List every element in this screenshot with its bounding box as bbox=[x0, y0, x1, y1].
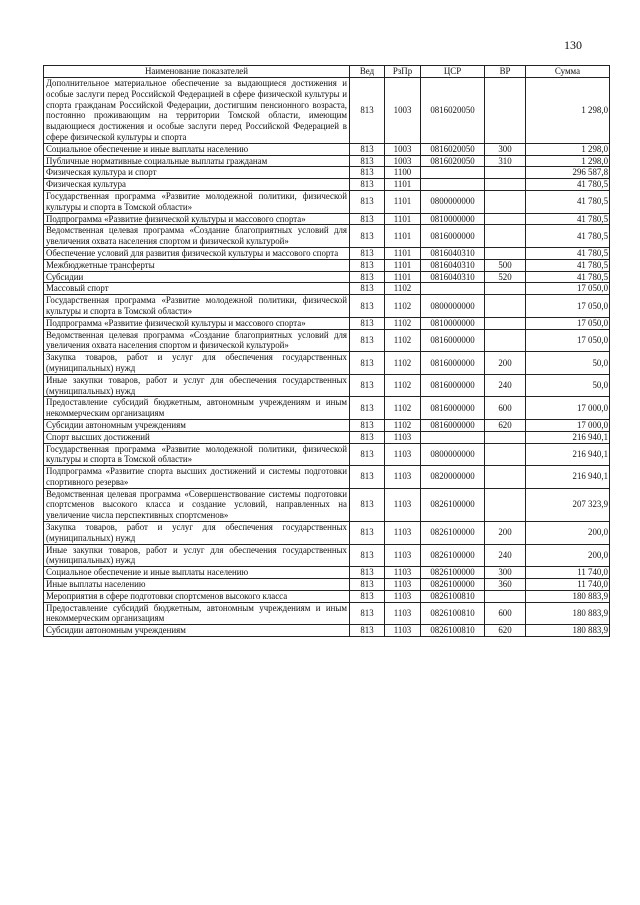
cell-csr: 0810000000 bbox=[421, 317, 485, 329]
cell-name: Предоставление субсидий бюджетным, автономным учреждениям и иным некоммерческим организациям bbox=[44, 602, 350, 625]
cell-name: Субсидии автономным учреждениям bbox=[44, 625, 350, 637]
cell-vr: 240 bbox=[485, 374, 526, 397]
cell-ved: 813 bbox=[350, 374, 385, 397]
cell-ved: 813 bbox=[350, 283, 385, 295]
cell-csr: 0816000000 bbox=[421, 397, 485, 420]
cell-csr: 0800000000 bbox=[421, 443, 485, 466]
cell-name: Спорт высших достижений bbox=[44, 431, 350, 443]
cell-rzpr: 1100 bbox=[385, 167, 421, 179]
cell-vr bbox=[485, 78, 526, 144]
table-row bbox=[44, 190, 610, 213]
cell-ved: 813 bbox=[350, 419, 385, 431]
cell-name: Публичные нормативные социальные выплаты гражданам bbox=[44, 155, 350, 167]
cell-csr: 0826100810 bbox=[421, 625, 485, 637]
cell-csr: 0810000000 bbox=[421, 213, 485, 225]
cell-csr bbox=[421, 167, 485, 179]
cell-name: Подпрограмма «Развитие физической культуры и массового спорта» bbox=[44, 317, 350, 329]
table-row bbox=[44, 374, 610, 397]
cell-name: Иные закупки товаров, работ и услуг для обеспечения государственных (муниципальных) нужд bbox=[44, 544, 350, 567]
cell-csr: 0816040310 bbox=[421, 259, 485, 271]
cell-csr: 0816040310 bbox=[421, 247, 485, 259]
table-row bbox=[44, 602, 610, 625]
cell-sum: 50,0 bbox=[526, 352, 610, 375]
cell-ved: 813 bbox=[350, 155, 385, 167]
cell-name: Ведомственная целевая программа «Совершенствование системы подготовки спортсменов высокого класса и создание условий, направленных на увеличение числа перспективных спортсменов» bbox=[44, 488, 350, 521]
cell-name: Государственная программа «Развитие молодежной политики, физической культуры и спорта в Томской области» bbox=[44, 295, 350, 318]
table-row bbox=[44, 167, 610, 179]
cell-name: Физическая культура и спорт bbox=[44, 167, 350, 179]
cell-ved: 813 bbox=[350, 590, 385, 602]
cell-vr bbox=[485, 167, 526, 179]
cell-rzpr: 1003 bbox=[385, 78, 421, 144]
cell-csr: 0826100000 bbox=[421, 544, 485, 567]
table-body bbox=[44, 78, 610, 637]
cell-vr bbox=[485, 295, 526, 318]
cell-sum: 17 050,0 bbox=[526, 317, 610, 329]
cell-vr: 300 bbox=[485, 567, 526, 579]
cell-rzpr: 1103 bbox=[385, 522, 421, 545]
cell-ved: 813 bbox=[350, 329, 385, 352]
cell-sum: 41 780,5 bbox=[526, 190, 610, 213]
table-row bbox=[44, 397, 610, 420]
table-row bbox=[44, 295, 610, 318]
cell-name: Обеспечение условий для развития физической культуры и массового спорта bbox=[44, 247, 350, 259]
table-row bbox=[44, 247, 610, 259]
cell-name: Государственная программа «Развитие молодежной политики, физической культуры и спорта в Томской области» bbox=[44, 190, 350, 213]
cell-ved: 813 bbox=[350, 225, 385, 248]
table-row bbox=[44, 329, 610, 352]
cell-vr bbox=[485, 213, 526, 225]
cell-csr: 0816000000 bbox=[421, 374, 485, 397]
cell-vr: 240 bbox=[485, 544, 526, 567]
cell-rzpr: 1103 bbox=[385, 602, 421, 625]
cell-sum: 200,0 bbox=[526, 522, 610, 545]
cell-csr: 0826100000 bbox=[421, 567, 485, 579]
cell-vr bbox=[485, 431, 526, 443]
cell-sum: 200,0 bbox=[526, 544, 610, 567]
cell-vr bbox=[485, 283, 526, 295]
cell-ved: 813 bbox=[350, 179, 385, 191]
cell-sum: 41 780,5 bbox=[526, 271, 610, 283]
cell-rzpr: 1103 bbox=[385, 567, 421, 579]
cell-vr bbox=[485, 590, 526, 602]
table-row bbox=[44, 419, 610, 431]
cell-csr: 0826100810 bbox=[421, 590, 485, 602]
table-row bbox=[44, 155, 610, 167]
header-sum: Сумма bbox=[526, 66, 610, 78]
cell-vr: 600 bbox=[485, 602, 526, 625]
cell-vr bbox=[485, 190, 526, 213]
cell-vr: 300 bbox=[485, 143, 526, 155]
cell-sum: 216 940,1 bbox=[526, 443, 610, 466]
cell-vr: 200 bbox=[485, 352, 526, 375]
cell-ved: 813 bbox=[350, 167, 385, 179]
table-row bbox=[44, 431, 610, 443]
cell-rzpr: 1103 bbox=[385, 443, 421, 466]
cell-rzpr: 1003 bbox=[385, 143, 421, 155]
cell-rzpr: 1103 bbox=[385, 488, 421, 521]
cell-vr: 600 bbox=[485, 397, 526, 420]
cell-name: Дополнительное материальное обеспечение за выдающиеся достижения и особые заслуги перед Российской Федерацией в сфере физической культуры и спорта гражданам Российской Федерации, достигшим пенсионного возраста, постоянно проживающим на территории Томской области, имеющим выдающиеся достижения и особые заслуги перед Российской Федерацией в сфере физической культуры и спорта bbox=[44, 78, 350, 144]
cell-name: Предоставление субсидий бюджетным, автономным учреждениям и иным некоммерческим организациям bbox=[44, 397, 350, 420]
cell-rzpr: 1103 bbox=[385, 466, 421, 489]
cell-ved: 813 bbox=[350, 271, 385, 283]
cell-rzpr: 1102 bbox=[385, 317, 421, 329]
cell-vr bbox=[485, 443, 526, 466]
cell-ved: 813 bbox=[350, 567, 385, 579]
cell-rzpr: 1102 bbox=[385, 283, 421, 295]
cell-vr bbox=[485, 329, 526, 352]
cell-ved: 813 bbox=[350, 295, 385, 318]
cell-name: Подпрограмма «Развитие физической культуры и массового спорта» bbox=[44, 213, 350, 225]
cell-csr bbox=[421, 283, 485, 295]
header-rzpr: РзПр bbox=[385, 66, 421, 78]
cell-ved: 813 bbox=[350, 213, 385, 225]
page-number: 130 bbox=[564, 38, 582, 52]
table-row bbox=[44, 625, 610, 637]
cell-csr bbox=[421, 431, 485, 443]
cell-csr: 0826100000 bbox=[421, 488, 485, 521]
cell-sum: 11 740,0 bbox=[526, 567, 610, 579]
cell-ved: 813 bbox=[350, 488, 385, 521]
cell-vr: 360 bbox=[485, 579, 526, 591]
table-row bbox=[44, 78, 610, 144]
cell-rzpr: 1003 bbox=[385, 155, 421, 167]
cell-rzpr: 1103 bbox=[385, 625, 421, 637]
cell-rzpr: 1103 bbox=[385, 431, 421, 443]
cell-sum: 1 298,0 bbox=[526, 78, 610, 144]
table-row bbox=[44, 488, 610, 521]
table-row bbox=[44, 143, 610, 155]
cell-name: Социальное обеспечение и иные выплаты населению bbox=[44, 143, 350, 155]
table-row bbox=[44, 283, 610, 295]
cell-sum: 216 940,1 bbox=[526, 466, 610, 489]
cell-rzpr: 1102 bbox=[385, 374, 421, 397]
cell-ved: 813 bbox=[350, 397, 385, 420]
table-row bbox=[44, 352, 610, 375]
cell-sum: 17 050,0 bbox=[526, 329, 610, 352]
table-row bbox=[44, 317, 610, 329]
cell-vr: 500 bbox=[485, 259, 526, 271]
cell-rzpr: 1103 bbox=[385, 590, 421, 602]
cell-csr: 0820000000 bbox=[421, 466, 485, 489]
cell-name: Подпрограмма «Развитие спорта высших достижений и системы подготовки спортивного резерва» bbox=[44, 466, 350, 489]
cell-sum: 41 780,5 bbox=[526, 213, 610, 225]
cell-ved: 813 bbox=[350, 431, 385, 443]
cell-name: Ведомственная целевая программа «Создание благоприятных условий для увеличения охвата населения спортом и физической культурой» bbox=[44, 329, 350, 352]
table-row bbox=[44, 522, 610, 545]
cell-sum: 216 940,1 bbox=[526, 431, 610, 443]
cell-sum: 41 780,5 bbox=[526, 179, 610, 191]
cell-rzpr: 1102 bbox=[385, 397, 421, 420]
cell-ved: 813 bbox=[350, 443, 385, 466]
cell-csr: 0816020050 bbox=[421, 78, 485, 144]
cell-name: Субсидии автономным учреждениям bbox=[44, 419, 350, 431]
cell-vr: 310 bbox=[485, 155, 526, 167]
cell-rzpr: 1101 bbox=[385, 179, 421, 191]
cell-name: Социальное обеспечение и иные выплаты населению bbox=[44, 567, 350, 579]
cell-rzpr: 1102 bbox=[385, 419, 421, 431]
header-name: Наименование показателей bbox=[44, 66, 350, 78]
cell-sum: 180 883,9 bbox=[526, 590, 610, 602]
cell-csr: 0826100000 bbox=[421, 579, 485, 591]
cell-name: Межбюджетные трансферты bbox=[44, 259, 350, 271]
table-row bbox=[44, 544, 610, 567]
cell-csr: 0816020050 bbox=[421, 143, 485, 155]
cell-name: Закупка товаров, работ и услуг для обеспечения государственных (муниципальных) нужд bbox=[44, 352, 350, 375]
cell-rzpr: 1103 bbox=[385, 579, 421, 591]
cell-rzpr: 1101 bbox=[385, 190, 421, 213]
cell-name: Массовый спорт bbox=[44, 283, 350, 295]
table-row bbox=[44, 567, 610, 579]
cell-ved: 813 bbox=[350, 544, 385, 567]
cell-ved: 813 bbox=[350, 78, 385, 144]
cell-csr: 0800000000 bbox=[421, 190, 485, 213]
table-row bbox=[44, 225, 610, 248]
cell-vr bbox=[485, 225, 526, 248]
table-row bbox=[44, 579, 610, 591]
cell-csr: 0816000000 bbox=[421, 352, 485, 375]
cell-vr: 620 bbox=[485, 419, 526, 431]
cell-ved: 813 bbox=[350, 579, 385, 591]
cell-sum: 17 000,0 bbox=[526, 397, 610, 420]
table-header-row bbox=[44, 66, 610, 78]
header-ved: Вед bbox=[350, 66, 385, 78]
cell-csr bbox=[421, 179, 485, 191]
table-row bbox=[44, 271, 610, 283]
cell-csr: 0816000000 bbox=[421, 329, 485, 352]
cell-rzpr: 1102 bbox=[385, 352, 421, 375]
cell-ved: 813 bbox=[350, 352, 385, 375]
cell-vr bbox=[485, 179, 526, 191]
cell-sum: 180 883,9 bbox=[526, 625, 610, 637]
cell-ved: 813 bbox=[350, 259, 385, 271]
cell-csr: 0826100810 bbox=[421, 602, 485, 625]
cell-vr bbox=[485, 247, 526, 259]
table-row bbox=[44, 590, 610, 602]
cell-ved: 813 bbox=[350, 143, 385, 155]
cell-sum: 41 780,5 bbox=[526, 259, 610, 271]
cell-rzpr: 1101 bbox=[385, 213, 421, 225]
cell-rzpr: 1101 bbox=[385, 247, 421, 259]
cell-sum: 207 323,9 bbox=[526, 488, 610, 521]
cell-name: Ведомственная целевая программа «Создание благоприятных условий для увеличения охвата населения спортом и физической культурой» bbox=[44, 225, 350, 248]
table-row bbox=[44, 443, 610, 466]
cell-csr: 0816000000 bbox=[421, 225, 485, 248]
cell-sum: 17 000,0 bbox=[526, 419, 610, 431]
cell-ved: 813 bbox=[350, 190, 385, 213]
cell-sum: 50,0 bbox=[526, 374, 610, 397]
cell-rzpr: 1101 bbox=[385, 259, 421, 271]
header-vr: ВР bbox=[485, 66, 526, 78]
cell-name: Иные закупки товаров, работ и услуг для обеспечения государственных (муниципальных) нужд bbox=[44, 374, 350, 397]
cell-vr bbox=[485, 466, 526, 489]
cell-sum: 1 298,0 bbox=[526, 143, 610, 155]
cell-sum: 17 050,0 bbox=[526, 295, 610, 318]
table-row bbox=[44, 259, 610, 271]
cell-csr: 0826100000 bbox=[421, 522, 485, 545]
cell-vr bbox=[485, 488, 526, 521]
cell-name: Иные выплаты населению bbox=[44, 579, 350, 591]
table-row bbox=[44, 466, 610, 489]
cell-name: Закупка товаров, работ и услуг для обеспечения государственных (муниципальных) нужд bbox=[44, 522, 350, 545]
cell-sum: 180 883,9 bbox=[526, 602, 610, 625]
cell-sum: 11 740,0 bbox=[526, 579, 610, 591]
cell-sum: 1 298,0 bbox=[526, 155, 610, 167]
cell-sum: 296 587,8 bbox=[526, 167, 610, 179]
cell-vr: 520 bbox=[485, 271, 526, 283]
cell-csr: 0816040310 bbox=[421, 271, 485, 283]
cell-ved: 813 bbox=[350, 522, 385, 545]
cell-sum: 41 780,5 bbox=[526, 225, 610, 248]
cell-ved: 813 bbox=[350, 247, 385, 259]
cell-ved: 813 bbox=[350, 625, 385, 637]
cell-vr bbox=[485, 317, 526, 329]
cell-vr: 200 bbox=[485, 522, 526, 545]
cell-rzpr: 1102 bbox=[385, 329, 421, 352]
cell-ved: 813 bbox=[350, 466, 385, 489]
cell-rzpr: 1101 bbox=[385, 271, 421, 283]
table-row bbox=[44, 179, 610, 191]
cell-name: Физическая культура bbox=[44, 179, 350, 191]
cell-sum: 17 050,0 bbox=[526, 283, 610, 295]
cell-name: Субсидии bbox=[44, 271, 350, 283]
header-csr: ЦСР bbox=[421, 66, 485, 78]
cell-rzpr: 1103 bbox=[385, 544, 421, 567]
cell-sum: 41 780,5 bbox=[526, 247, 610, 259]
cell-ved: 813 bbox=[350, 602, 385, 625]
cell-name: Мероприятия в сфере подготовки спортсменов высокого класса bbox=[44, 590, 350, 602]
cell-vr: 620 bbox=[485, 625, 526, 637]
cell-rzpr: 1101 bbox=[385, 225, 421, 248]
cell-ved: 813 bbox=[350, 317, 385, 329]
cell-name: Государственная программа «Развитие молодежной политики, физической культуры и спорта в Томской области» bbox=[44, 443, 350, 466]
cell-rzpr: 1102 bbox=[385, 295, 421, 318]
cell-csr: 0816020050 bbox=[421, 155, 485, 167]
budget-table bbox=[43, 65, 610, 637]
cell-csr: 0800000000 bbox=[421, 295, 485, 318]
cell-csr: 0816000000 bbox=[421, 419, 485, 431]
table-row bbox=[44, 213, 610, 225]
